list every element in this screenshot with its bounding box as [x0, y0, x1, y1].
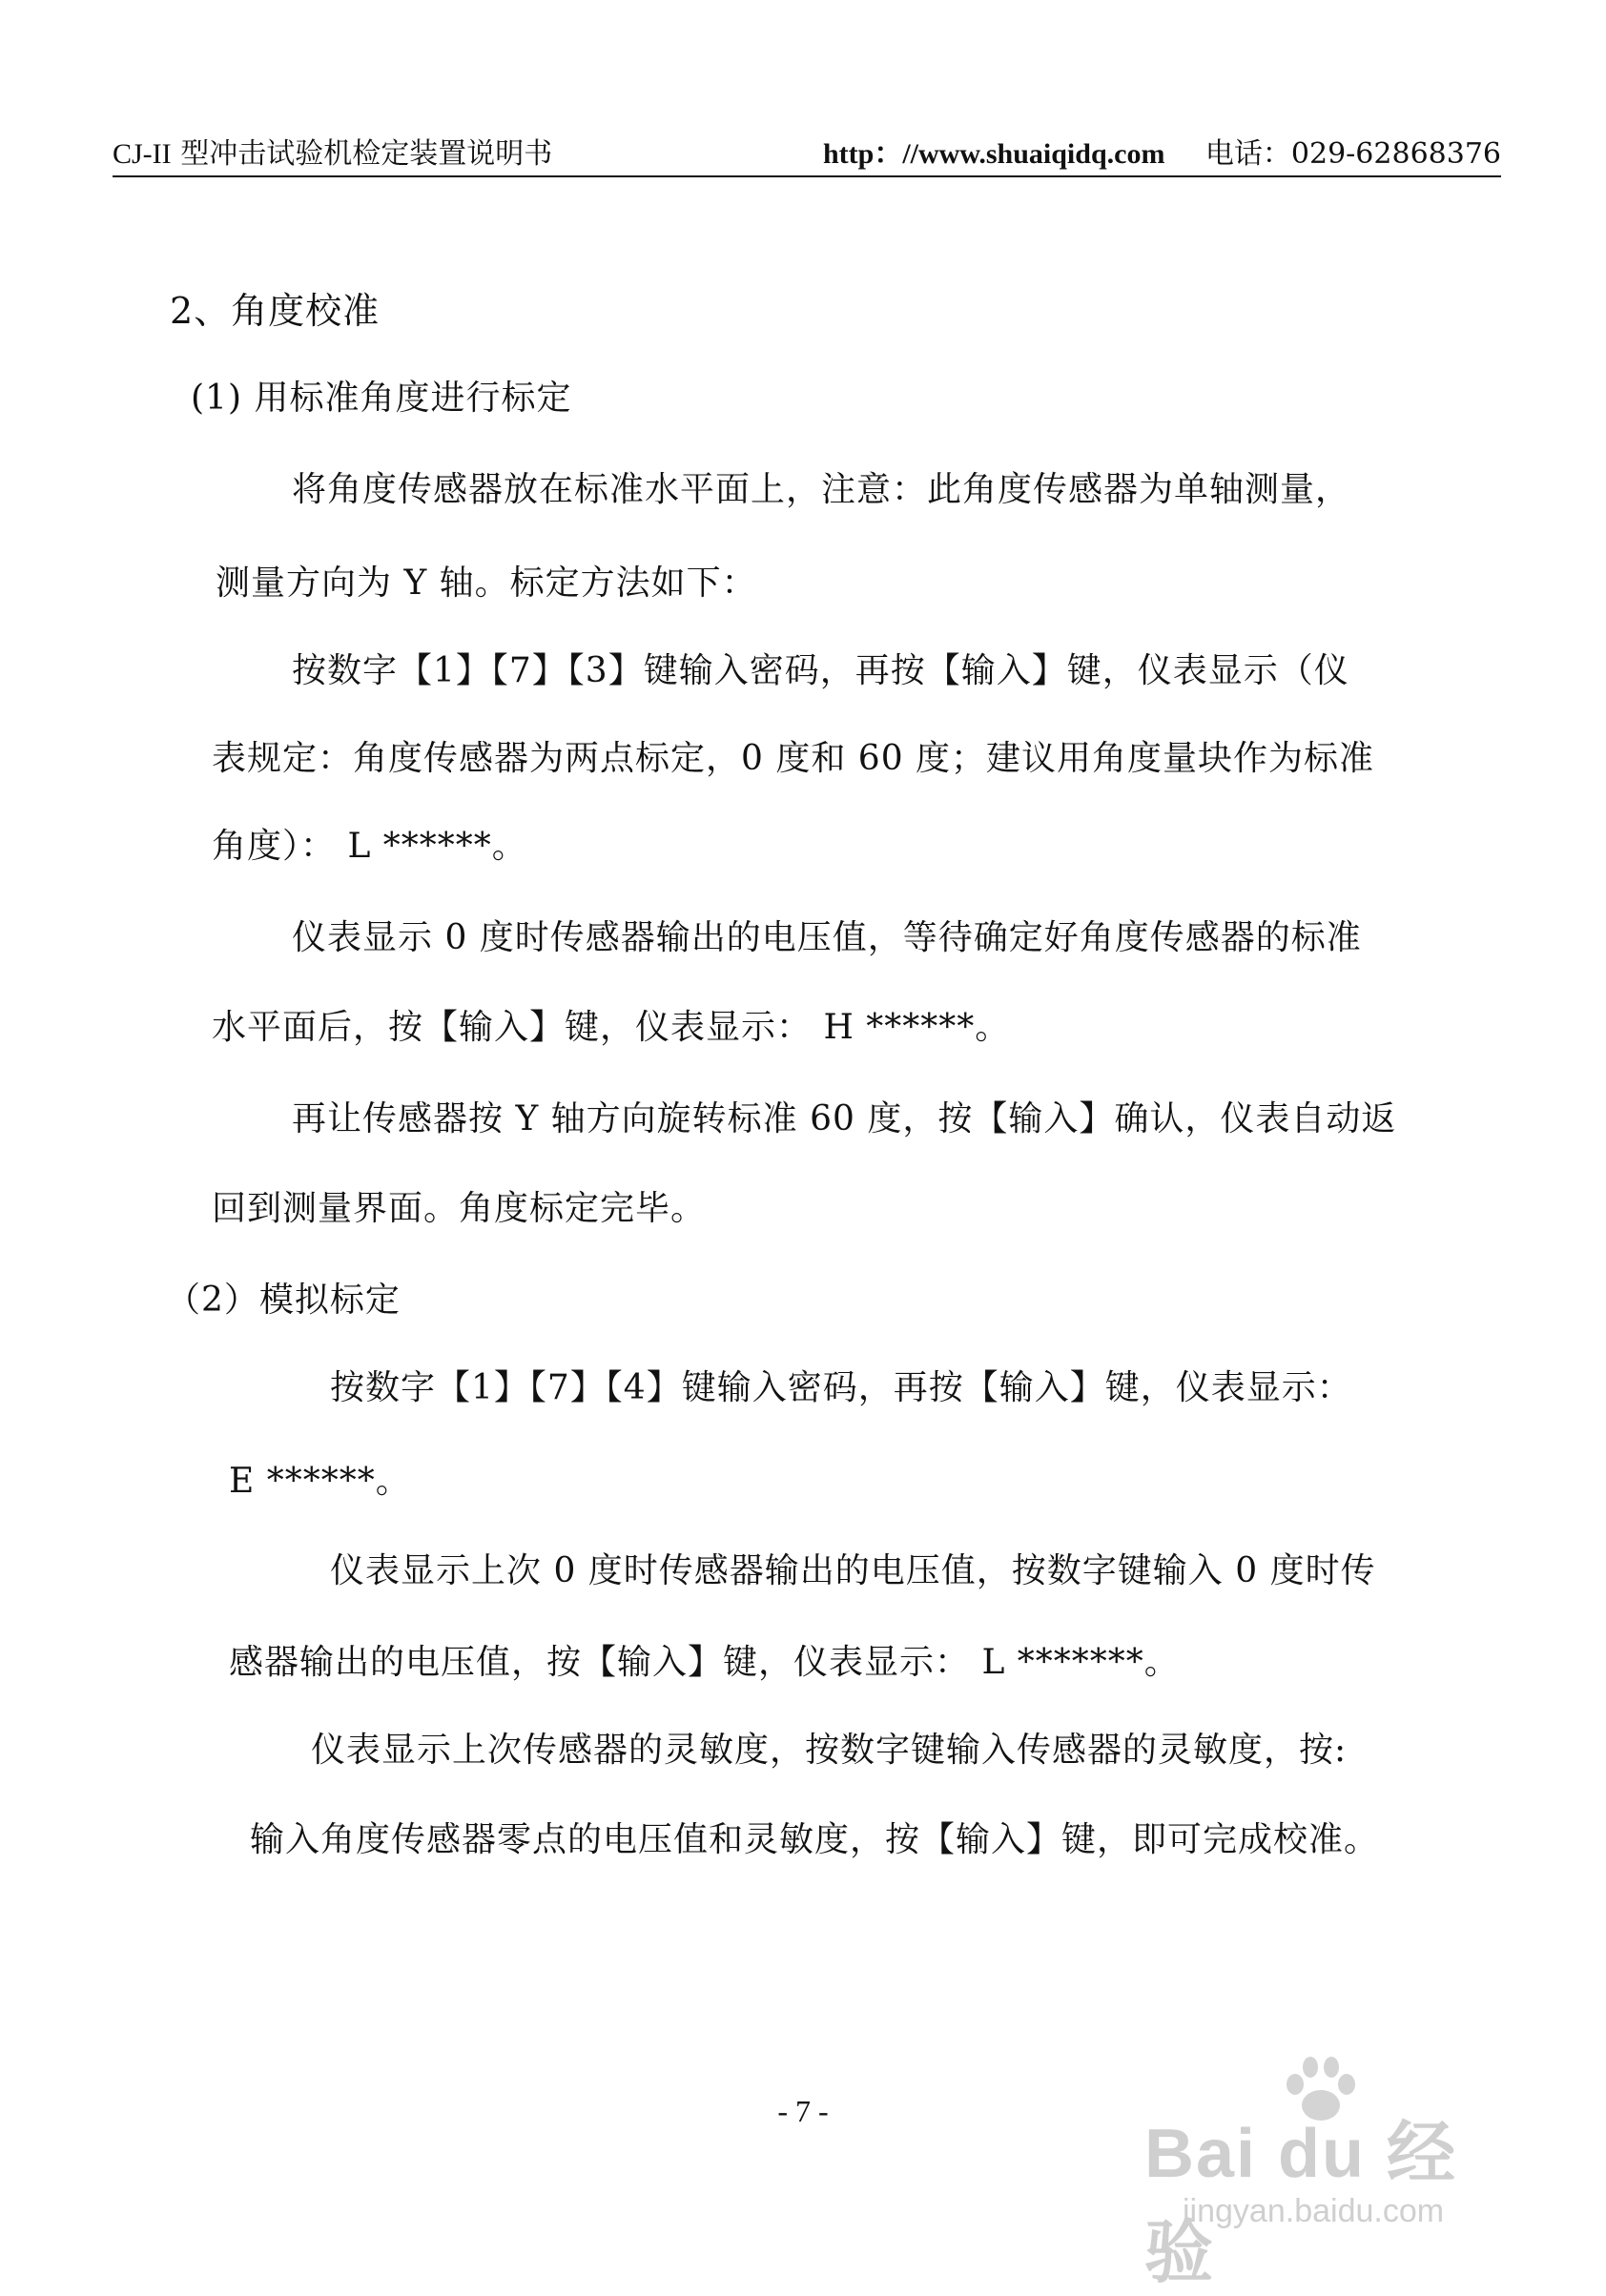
header-code: CJ-II: [113, 138, 172, 170]
header-url: http：//www.shuaiqidq.com: [823, 138, 1165, 170]
paragraph-line: 水平面后，按【输入】键，仪表显示： H ******。: [212, 1008, 1011, 1047]
watermark-site: jingyan.baidu.com: [1183, 2193, 1445, 2229]
paragraph-line: 表规定：角度传感器为两点标定，0 度和 60 度；建议用角度量块作为标准: [212, 739, 1375, 778]
paragraph-line: 角度）： L ******。: [212, 827, 527, 866]
baidu-watermark: [1106, 2050, 1507, 2291]
paragraph-line: 输入角度传感器零点的电压值和灵敏度，按【输入】键，即可完成校准。: [250, 1820, 1380, 1859]
header-title-text: 型冲击试验机检定装置说明书: [180, 137, 553, 171]
paragraph-line: 按数字【1】【7】【3】键输入密码，再按【输入】键，仪表显示（仪: [292, 651, 1349, 690]
paragraph-line: 仪表显示 0 度时传感器输出的电压值，等待确定好角度传感器的标准: [292, 918, 1362, 957]
header-title: [113, 133, 552, 175]
section-heading: 2、角度校准: [170, 290, 381, 332]
sub-heading-1: (1) 用标准角度进行标定: [191, 379, 572, 418]
page-number: - 7 -: [777, 2094, 829, 2128]
paragraph-line: 仪表显示上次传感器的灵敏度，按数字键输入传感器的灵敏度，按:: [311, 1731, 1348, 1770]
sub-heading-2: （2）模拟标定: [166, 1281, 401, 1320]
paragraph-line: 回到测量界面。角度标定完毕。: [212, 1189, 707, 1228]
page-header: [113, 133, 1501, 177]
header-phone: 电话：029-62868376: [1204, 137, 1501, 171]
paragraph-line: 按数字【1】【7】【4】键输入密码，再按【输入】键，仪表显示：: [330, 1368, 1352, 1407]
paragraph-line: 测量方向为 Y 轴。标定方法如下：: [216, 564, 757, 603]
paragraph-line: 再让传感器按 Y 轴方向旋转标准 60 度，按【输入】确认，仪表自动返: [292, 1099, 1397, 1138]
paragraph-line: 将角度传感器放在标准水平面上，注意：此角度传感器为单轴测量，: [292, 470, 1351, 509]
watermark-logo: Bai du 经验: [1144, 2116, 1458, 2291]
paragraph-line: 感器输出的电压值，按【输入】键，仪表显示： L *******。: [229, 1643, 1180, 1682]
paragraph-line: 仪表显示上次 0 度时传感器输出的电压值，按数字键输入 0 度时传: [330, 1551, 1376, 1590]
paragraph-line: E ******。: [229, 1462, 411, 1501]
